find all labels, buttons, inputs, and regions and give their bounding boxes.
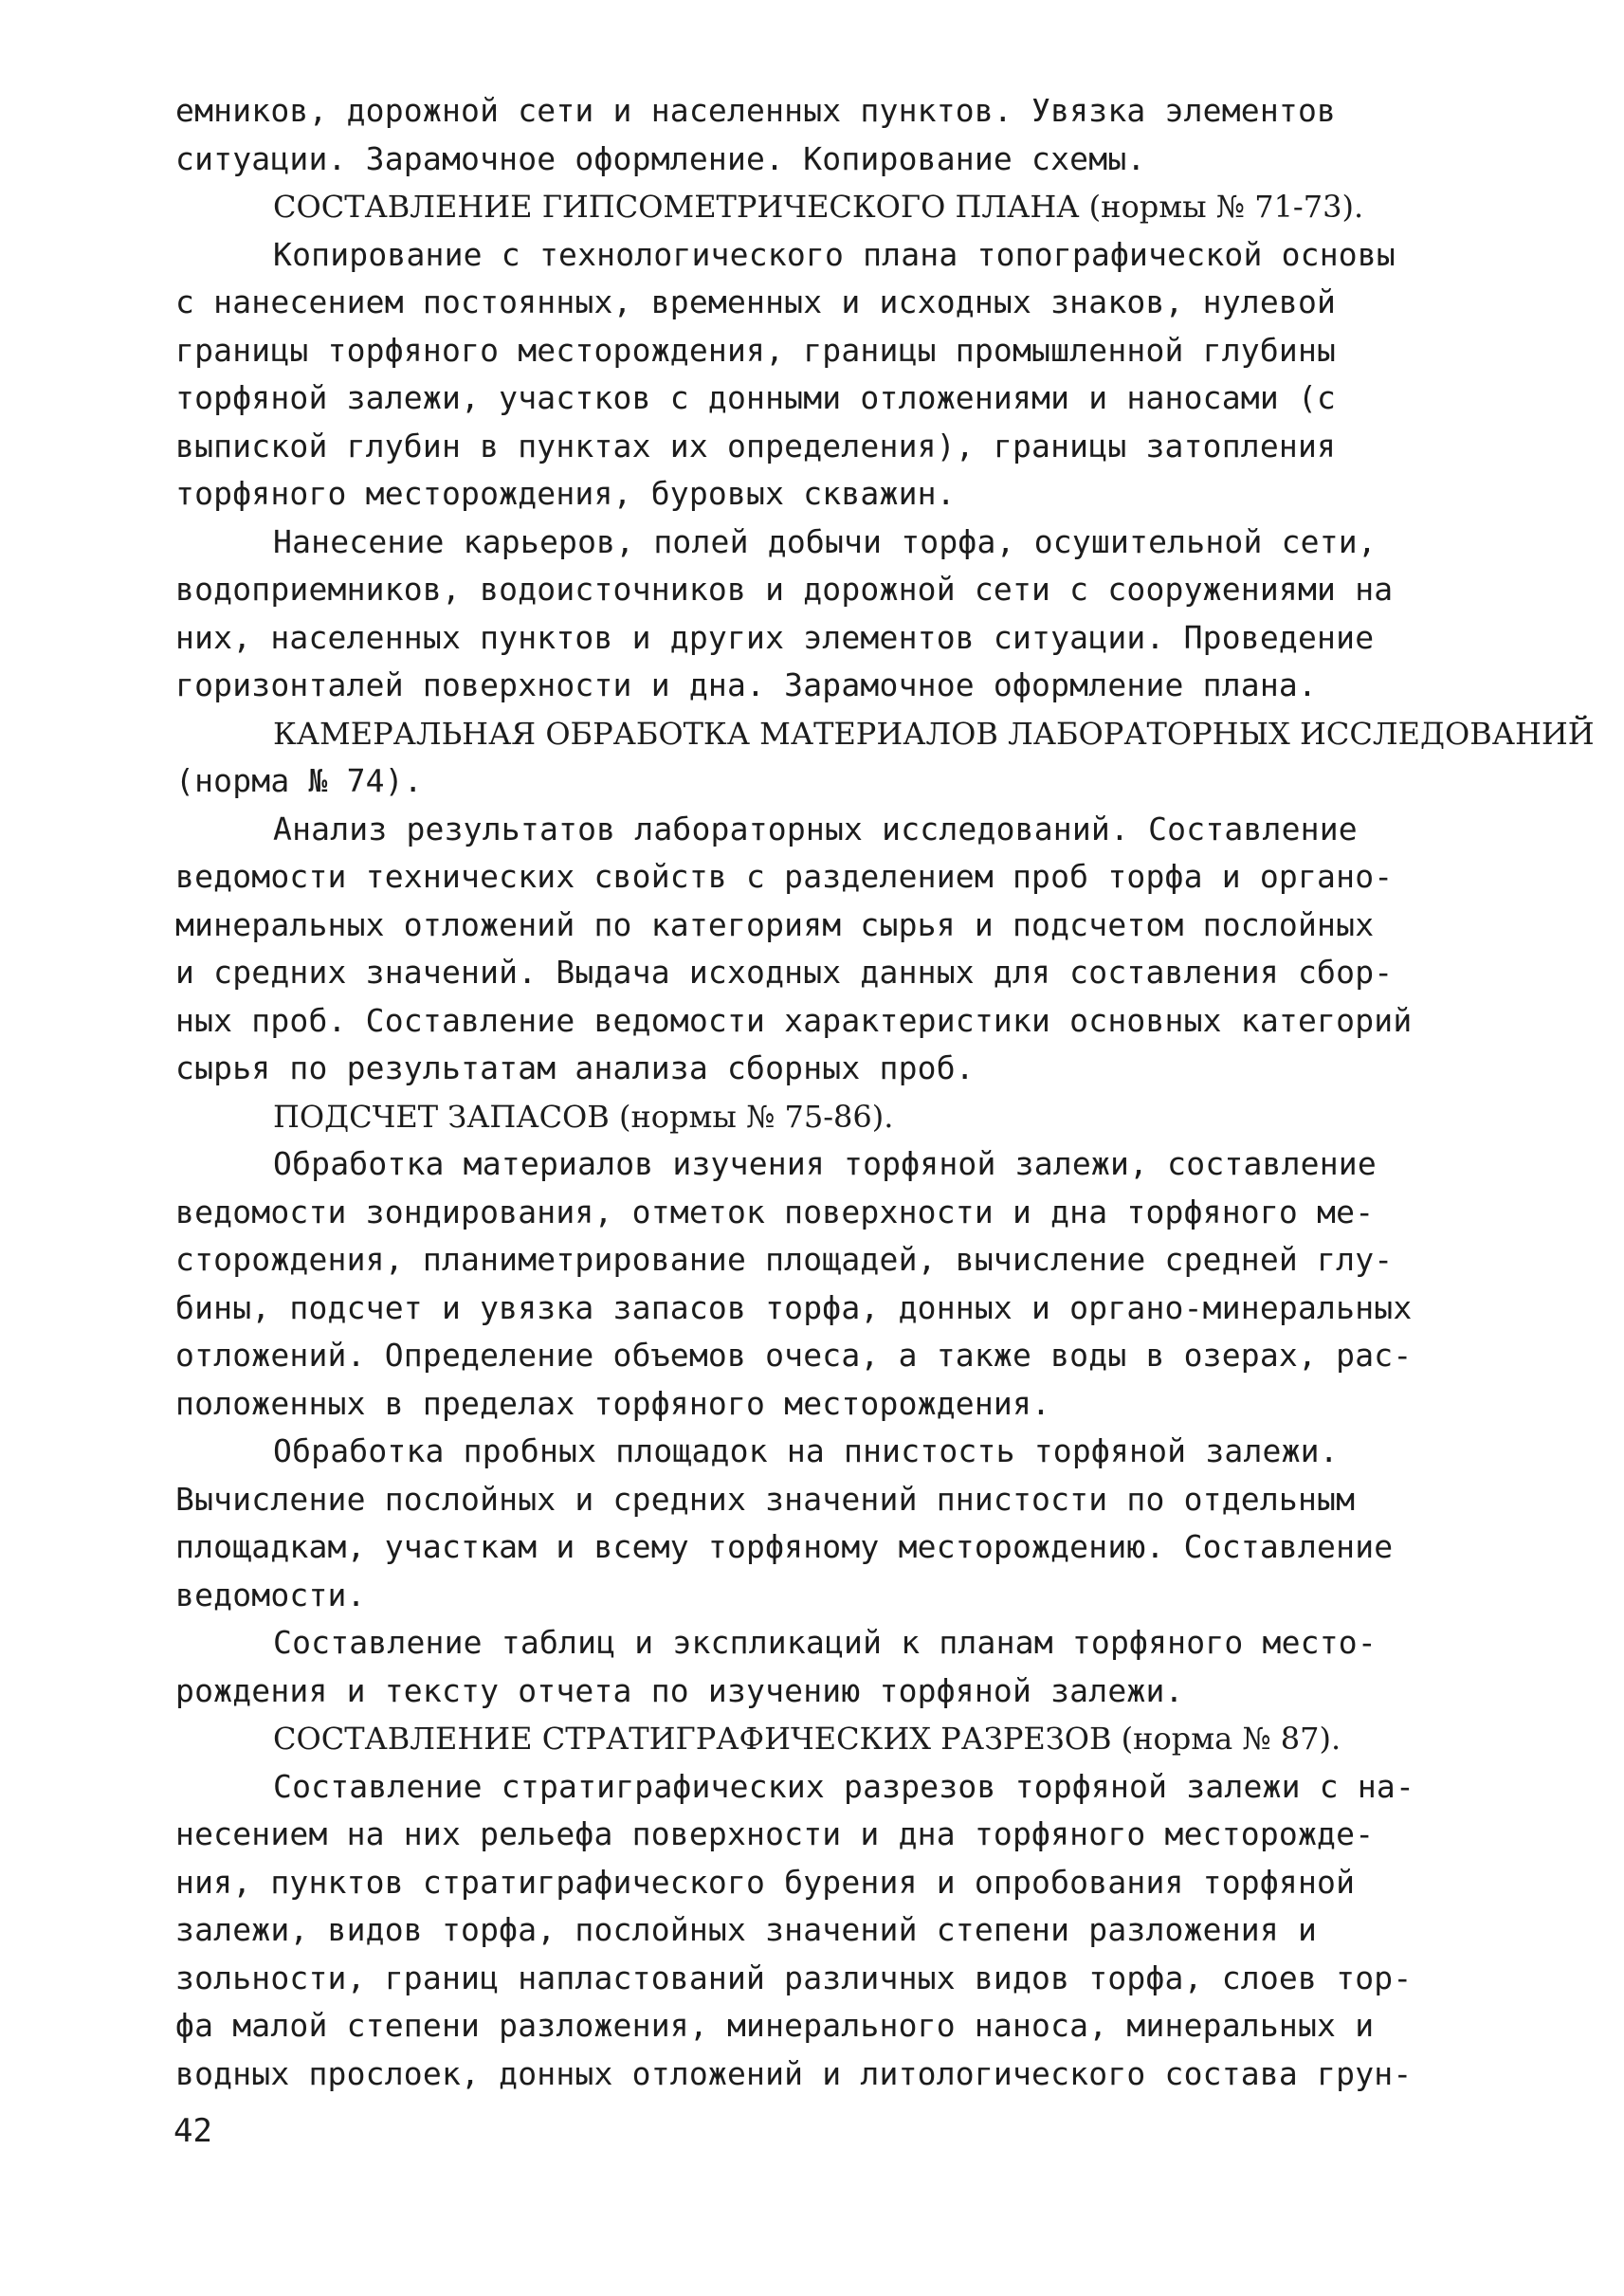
- text-line: рождения и тексту отчета по изучению торфяной залежи.: [175, 1671, 1184, 1709]
- text-line: торфяного месторождения, буровых скважин.: [175, 475, 956, 512]
- text-line: Анализ результатов лабораторных исследований. Составление: [273, 810, 1358, 847]
- text-line: площадкам, участкам и всему торфяному месторождению. Составление: [175, 1528, 1394, 1565]
- text-line: ситуации. Зарамочное оформление. Копирование схемы.: [175, 139, 1146, 177]
- text-line: сырья по результатам анализа сборных проб.: [175, 1049, 975, 1086]
- text-line: залежи, видов торфа, послойных значений степени разложения и: [175, 1911, 1318, 1948]
- text-line: минеральных отложений по категориям сырья и подсчетом послойных: [175, 905, 1375, 943]
- text-line: них, населенных пунктов и других элементов ситуации. Проведение: [175, 618, 1375, 656]
- text-line: ных проб. Составление ведомости характеристики основных категорий: [175, 1001, 1413, 1039]
- text-line: (норма № 74).: [175, 762, 423, 799]
- text-body: [175, 87, 1595, 2098]
- text-line: ния, пунктов стратиграфического бурения и опробования торфяной: [175, 1863, 1356, 1901]
- text-line: фа малой степени разложения, минерального наноса, минеральных и: [175, 2007, 1375, 2044]
- text-line: торфяной залежи, участков с донными отложениями и наносами (с: [175, 379, 1337, 416]
- text-line: емников, дорожной сети и населенных пунктов. Увязка элементов: [175, 92, 1337, 129]
- text-line: Копирование с технологического плана топографической основы: [273, 235, 1396, 273]
- text-line: сторождения, планиметрирование площадей, вычисление средней глу-: [175, 1241, 1394, 1278]
- section-heading-line: СОСТАВЛЕНИЕ ГИПСОМЕТРИЧЕСКОГО ПЛАНА (нормы № 71-73).: [273, 189, 1364, 225]
- text-line: горизонталей поверхности и дна. Зарамочное оформление плана.: [175, 666, 1318, 703]
- text-line: Нанесение карьеров, полей добычи торфа, осушительной сети,: [273, 522, 1377, 560]
- section-heading-line: КАМЕРАЛЬНАЯ ОБРАБОТКА МАТЕРИАЛОВ ЛАБОРАТОРНЫХ ИССЛЕДОВАНИЙ: [273, 715, 1595, 752]
- text-line: Обработка пробных площадок на пнистость торфяной залежи.: [273, 1432, 1339, 1469]
- text-line: Составление стратиграфических разрезов торфяной залежи с на-: [273, 1767, 1415, 1805]
- section-heading-line: ПОДСЧЕТ ЗАПАСОВ (нормы № 75-86).: [273, 1098, 894, 1135]
- text-line: водоприемников, водоисточников и дорожной сети с сооружениями на: [175, 571, 1394, 608]
- text-line: Обработка материалов изучения торфяной залежи, составление: [273, 1145, 1377, 1182]
- page-number: 42: [173, 2112, 212, 2150]
- text-line: ведомости.: [175, 1576, 366, 1613]
- text-line: отложений. Определение объемов очеса, а также воды в озерах, рас-: [175, 1337, 1413, 1374]
- text-line: Составление таблиц и экспликаций к планам торфяного место-: [273, 1624, 1377, 1661]
- text-line: несением на них рельефа поверхности и дна торфяного месторожде-: [175, 1815, 1375, 1852]
- section-heading-line: СОСТАВЛЕНИЕ СТРАТИГРАФИЧЕСКИХ РАЗРЕЗОВ (норма № 87).: [273, 1721, 1341, 1757]
- text-line: положенных в пределах торфяного месторождения.: [175, 1384, 1051, 1422]
- text-line: выпиской глубин в пунктах их определения), границы затопления: [175, 427, 1337, 465]
- text-line: с нанесением постоянных, временных и исходных знаков, нулевой: [175, 283, 1337, 320]
- text-line: ведомости зондирования, отметок поверхности и дна торфяного ме-: [175, 1193, 1375, 1230]
- text-line: зольности, границ напластований различных видов торфа, слоев тор-: [175, 1959, 1413, 1996]
- text-line: бины, подсчет и увязка запасов торфа, донных и органо-минеральных: [175, 1288, 1413, 1326]
- text-line: Вычисление послойных и средних значений пнистости по отдельным: [175, 1480, 1356, 1518]
- text-line: водных прослоек, донных отложений и литологического состава грун-: [175, 2054, 1413, 2092]
- text-line: границы торфяного месторождения, границы промышленной глубины: [175, 331, 1337, 369]
- text-line: и средних значений. Выдача исходных данных для составления сбор-: [175, 954, 1394, 991]
- text-line: ведомости технических свойств с разделением проб торфа и органо-: [175, 858, 1394, 895]
